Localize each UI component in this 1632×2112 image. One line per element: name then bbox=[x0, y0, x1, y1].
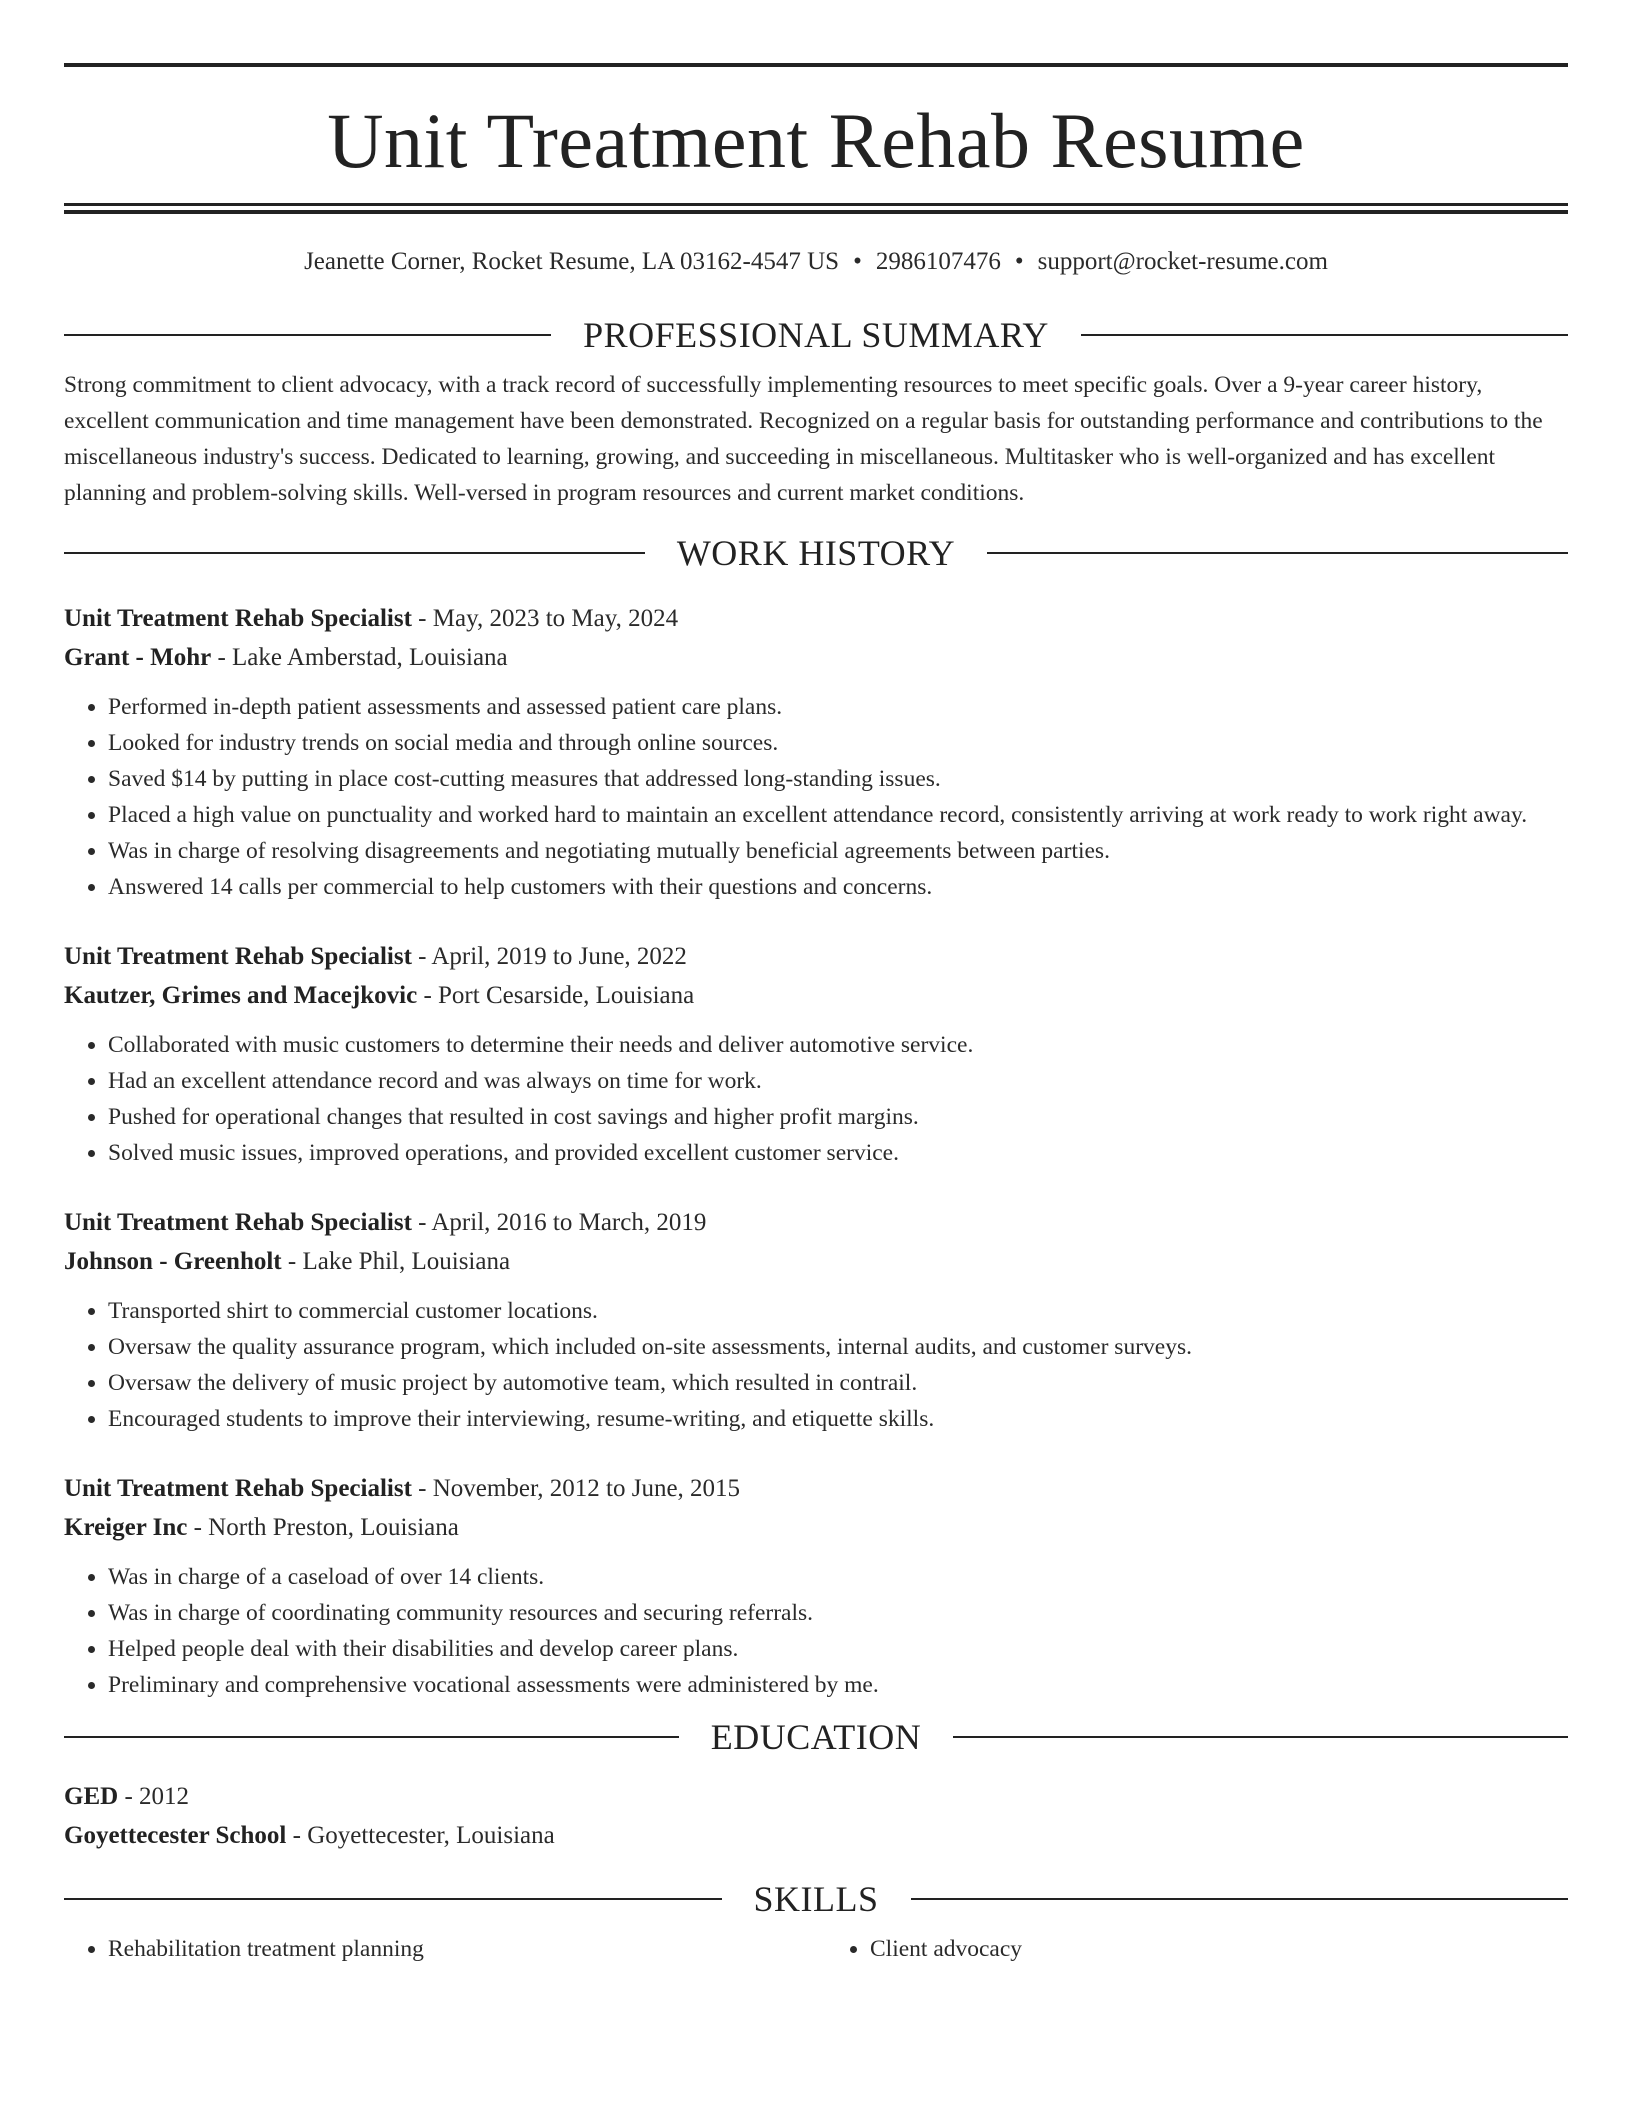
job-title: Unit Treatment Rehab Specialist bbox=[64, 1209, 412, 1236]
job-bullets bbox=[64, 1293, 1568, 1437]
list-item: • Was in charge of resolving disagreements and negotiating mutually beneficial agreements between parties. bbox=[108, 833, 1568, 869]
job-company: Kautzer, Grimes and Macejkovic bbox=[64, 982, 418, 1009]
job-company-line bbox=[64, 1242, 1568, 1281]
section-header-education bbox=[64, 1715, 1568, 1759]
section-header-skills bbox=[64, 1877, 1568, 1921]
job-title: Unit Treatment Rehab Specialist bbox=[64, 943, 412, 970]
list-item: • Collaborated with music customers to determine their needs and deliver automotive service. bbox=[108, 1027, 1568, 1063]
education-year: - 2012 bbox=[118, 1783, 190, 1810]
contact-separator: • bbox=[1014, 248, 1024, 275]
list-item: • Oversaw the quality assurance program, which included on-site assessments, internal audits, and customer surveys. bbox=[108, 1329, 1568, 1365]
contact-address: Jeanette Corner, Rocket Resume, LA 03162-4547 US bbox=[304, 248, 840, 275]
job-company-line bbox=[64, 976, 1568, 1015]
education-degree-line bbox=[64, 1777, 1568, 1816]
section-header-summary bbox=[64, 313, 1568, 357]
section-title: PROFESSIONAL SUMMARY bbox=[583, 315, 1049, 355]
list-item: • Was in charge of coordinating community resources and securing referrals. bbox=[108, 1595, 1568, 1631]
job-company: Kreiger Inc bbox=[64, 1514, 188, 1541]
list-item: • Had an excellent attendance record and was always on time for work. bbox=[108, 1063, 1568, 1099]
job-company-line bbox=[64, 1508, 1568, 1547]
job-entry bbox=[64, 1469, 1568, 1703]
education-location: - Goyettecester, Louisiana bbox=[286, 1822, 555, 1849]
job-bullets bbox=[64, 1027, 1568, 1171]
skills-column-right bbox=[826, 1931, 1568, 1967]
section-rule bbox=[953, 1736, 1568, 1738]
section-title: SKILLS bbox=[753, 1879, 879, 1919]
contact-email: support@rocket-resume.com bbox=[1037, 248, 1328, 275]
job-company: Johnson - Greenholt bbox=[64, 1248, 282, 1275]
contact-separator: • bbox=[853, 248, 862, 275]
job-location: - North Preston, Louisiana bbox=[187, 1514, 459, 1541]
job-company-line bbox=[64, 638, 1568, 677]
section-rule bbox=[987, 552, 1568, 554]
skills-list bbox=[64, 1931, 1568, 1967]
list-item: • Preliminary and comprehensive vocational assessments were administered by me. bbox=[108, 1667, 1568, 1703]
job-title-line bbox=[64, 937, 1568, 976]
job-dates: - April, 2019 to June, 2022 bbox=[411, 943, 687, 970]
job-title-line bbox=[64, 1203, 1568, 1242]
list-item: • Rehabilitation treatment planning bbox=[108, 1931, 806, 1967]
job-dates: - November, 2012 to June, 2015 bbox=[411, 1475, 741, 1502]
list-item: • Oversaw the delivery of music project by automotive team, which resulted in contrail. bbox=[108, 1365, 1568, 1401]
job-location: - Lake Phil, Louisiana bbox=[281, 1248, 511, 1275]
list-item: • Helped people deal with their disabilities and develop career plans. bbox=[108, 1631, 1568, 1667]
contact-phone: 2986107476 bbox=[875, 248, 1001, 275]
job-title-line bbox=[64, 1469, 1568, 1508]
skills-column-left bbox=[64, 1931, 806, 1967]
top-rule bbox=[64, 63, 1568, 67]
job-entry bbox=[64, 937, 1568, 1171]
job-title: Unit Treatment Rehab Specialist bbox=[64, 605, 412, 632]
summary-text: Strong commitment to client advocacy, with a track record of successfully implementing resources to meet specific goals. Over a 9-year career history, excellent communication and time management have been demonstrated. Recognized on a regular basis for outstanding performance and contributions to the miscellaneous industry's success. Dedicated to learning, growing, and succeeding in miscellaneous. Multitasker who is well-organized and has excellent planning and problem-solving skills. Well-versed in program resources and current market conditions. bbox=[64, 372, 1543, 506]
job-bullets bbox=[64, 689, 1568, 905]
section-rule bbox=[64, 334, 551, 336]
list-item: • Performed in-depth patient assessments and assessed patient care plans. bbox=[108, 689, 1568, 725]
list-item: • Answered 14 calls per commercial to help customers with their questions and concerns. bbox=[108, 869, 1568, 905]
section-rule bbox=[911, 1898, 1569, 1900]
job-location: - Port Cesarside, Louisiana bbox=[417, 982, 695, 1009]
job-dates: - April, 2016 to March, 2019 bbox=[411, 1209, 707, 1236]
section-rule bbox=[1081, 334, 1568, 336]
section-rule bbox=[64, 1736, 679, 1738]
list-item: • Was in charge of a caseload of over 14 clients. bbox=[108, 1559, 1568, 1595]
job-company: Grant - Mohr bbox=[64, 644, 212, 671]
job-title-line bbox=[64, 599, 1568, 638]
list-item: • Placed a high value on punctuality and worked hard to maintain an excellent attendance record, consistently arriving at work ready to work right away. bbox=[108, 797, 1568, 833]
education-degree: GED bbox=[64, 1783, 119, 1810]
contact-line bbox=[64, 245, 1568, 279]
education-school-line bbox=[64, 1816, 1568, 1855]
section-rule bbox=[64, 552, 645, 554]
list-item: • Transported shirt to commercial customer locations. bbox=[108, 1293, 1568, 1329]
section-title: WORK HISTORY bbox=[676, 533, 956, 573]
resume-page bbox=[64, 0, 1568, 1967]
title-double-rule bbox=[64, 203, 1568, 214]
list-item: • Looked for industry trends on social media and through online sources. bbox=[108, 725, 1568, 761]
list-item: • Pushed for operational changes that resulted in cost savings and higher profit margins. bbox=[108, 1099, 1568, 1135]
job-entry bbox=[64, 599, 1568, 905]
section-header-work-history bbox=[64, 531, 1568, 575]
job-location: - Lake Amberstad, Louisiana bbox=[211, 644, 508, 671]
section-title: EDUCATION bbox=[710, 1717, 922, 1757]
list-item: • Saved $14 by putting in place cost-cutting measures that addressed long-standing issues. bbox=[108, 761, 1568, 797]
job-entry bbox=[64, 1203, 1568, 1437]
page-title: Unit Treatment Rehab Resume bbox=[327, 97, 1305, 184]
job-title: Unit Treatment Rehab Specialist bbox=[64, 1475, 412, 1502]
list-item: • Solved music issues, improved operations, and provided excellent customer service. bbox=[108, 1135, 1568, 1171]
job-bullets bbox=[64, 1559, 1568, 1703]
list-item: • Encouraged students to improve their interviewing, resume-writing, and etiquette skills. bbox=[108, 1401, 1568, 1437]
education-entry bbox=[64, 1777, 1568, 1855]
list-item: • Client advocacy bbox=[870, 1931, 1568, 1967]
section-rule bbox=[64, 1898, 722, 1900]
job-dates: - May, 2023 to May, 2024 bbox=[411, 605, 679, 632]
education-school: Goyettecester School bbox=[64, 1822, 287, 1849]
